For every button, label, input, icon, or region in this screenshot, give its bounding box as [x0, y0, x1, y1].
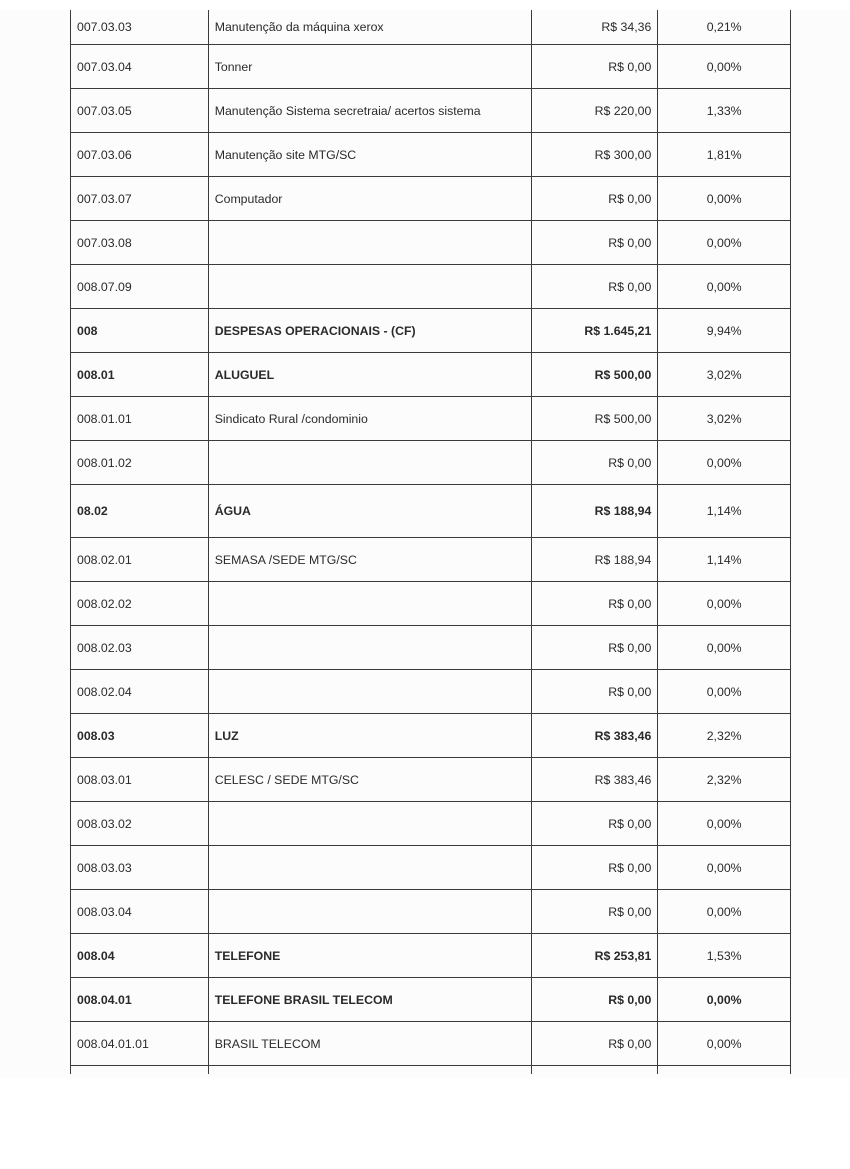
account-percent: 0,00% [658, 221, 791, 265]
account-value: R$ 220,00 [531, 89, 658, 133]
account-percent: 2,32% [658, 758, 791, 802]
account-percent: 2,32% [658, 714, 791, 758]
account-description: Sindicato Rural /condominio [208, 397, 531, 441]
account-percent: 1,81% [658, 133, 791, 177]
account-code: 008.03.03 [71, 846, 209, 890]
account-code: 008.01.01 [71, 397, 209, 441]
account-description: Manutenção site MTG/SC [208, 133, 531, 177]
table-row [71, 441, 791, 485]
table-row-group-header [71, 978, 791, 1022]
account-description: DESPESAS OPERACIONAIS - (CF) [208, 309, 531, 353]
account-percent: 0,00% [658, 802, 791, 846]
empty-cell [658, 1066, 791, 1075]
account-value: R$ 0,00 [531, 221, 658, 265]
account-description: Manutenção Sistema secretraia/ acertos sistema [208, 89, 531, 133]
account-description: Manutenção da máquina xerox [208, 10, 531, 45]
account-description: TELEFONE BRASIL TELECOM [208, 978, 531, 1022]
table-row [71, 10, 791, 45]
account-description [208, 626, 531, 670]
account-percent: 0,00% [658, 265, 791, 309]
account-code: 008.02.02 [71, 582, 209, 626]
account-value: R$ 383,46 [531, 758, 658, 802]
account-percent: 0,00% [658, 846, 791, 890]
account-value: R$ 0,00 [531, 978, 658, 1022]
empty-cell [208, 1066, 531, 1075]
account-description: SEMASA /SEDE MTG/SC [208, 538, 531, 582]
account-percent: 0,00% [658, 626, 791, 670]
expense-table [70, 10, 791, 1074]
account-percent: 0,21% [658, 10, 791, 45]
account-code: 008.02.01 [71, 538, 209, 582]
account-percent: 3,02% [658, 353, 791, 397]
account-code: 008.04 [71, 934, 209, 978]
account-code: 007.03.03 [71, 10, 209, 45]
account-percent: 0,00% [658, 441, 791, 485]
account-percent: 0,00% [658, 978, 791, 1022]
account-code: 008 [71, 309, 209, 353]
account-description [208, 802, 531, 846]
account-code: 008.03.01 [71, 758, 209, 802]
account-code: 008.01.02 [71, 441, 209, 485]
account-description: Tonner [208, 45, 531, 89]
table-row [71, 265, 791, 309]
table-row-cutoff [71, 1066, 791, 1075]
account-value: R$ 0,00 [531, 846, 658, 890]
account-code: 008.03.04 [71, 890, 209, 934]
account-description: ALUGUEL [208, 353, 531, 397]
account-percent: 1,14% [658, 485, 791, 538]
account-code: 008.07.09 [71, 265, 209, 309]
account-code: 008.02.03 [71, 626, 209, 670]
account-value: R$ 0,00 [531, 441, 658, 485]
account-value: R$ 0,00 [531, 265, 658, 309]
account-description: TELEFONE [208, 934, 531, 978]
account-percent: 3,02% [658, 397, 791, 441]
account-percent: 0,00% [658, 45, 791, 89]
table-row [71, 1022, 791, 1066]
table-row [71, 221, 791, 265]
account-code: 008.04.01.01 [71, 1022, 209, 1066]
table-row [71, 626, 791, 670]
account-percent: 1,53% [658, 934, 791, 978]
account-description [208, 441, 531, 485]
empty-cell [71, 1066, 209, 1075]
account-description: CELESC / SEDE MTG/SC [208, 758, 531, 802]
account-code: 007.03.05 [71, 89, 209, 133]
account-code: 008.04.01 [71, 978, 209, 1022]
table-row [71, 670, 791, 714]
account-code: 007.03.07 [71, 177, 209, 221]
account-percent: 0,00% [658, 177, 791, 221]
account-code: 008.01 [71, 353, 209, 397]
account-description: BRASIL TELECOM [208, 1022, 531, 1066]
account-description [208, 221, 531, 265]
account-value: R$ 253,81 [531, 934, 658, 978]
table-row-group-header [71, 353, 791, 397]
empty-cell [531, 1066, 658, 1075]
account-value: R$ 500,00 [531, 353, 658, 397]
account-value: R$ 0,00 [531, 45, 658, 89]
table-row [71, 89, 791, 133]
account-value: R$ 0,00 [531, 670, 658, 714]
account-value: R$ 0,00 [531, 626, 658, 670]
account-percent: 0,00% [658, 670, 791, 714]
account-value: R$ 0,00 [531, 802, 658, 846]
account-value: R$ 1.645,21 [531, 309, 658, 353]
table-row-group-header [71, 714, 791, 758]
account-description: LUZ [208, 714, 531, 758]
account-value: R$ 0,00 [531, 890, 658, 934]
account-description [208, 846, 531, 890]
account-code: 08.02 [71, 485, 209, 538]
table-row [71, 45, 791, 89]
account-value: R$ 188,94 [531, 538, 658, 582]
account-code: 007.03.06 [71, 133, 209, 177]
account-description: ÁGUA [208, 485, 531, 538]
account-percent: 1,14% [658, 538, 791, 582]
table-row-group-header [71, 934, 791, 978]
account-code: 008.02.04 [71, 670, 209, 714]
table-row-group-header [71, 309, 791, 353]
account-value: R$ 188,94 [531, 485, 658, 538]
account-description [208, 670, 531, 714]
account-value: R$ 0,00 [531, 177, 658, 221]
account-value: R$ 34,36 [531, 10, 658, 45]
table-row [71, 846, 791, 890]
account-percent: 1,33% [658, 89, 791, 133]
account-description: Computador [208, 177, 531, 221]
table-row [71, 890, 791, 934]
account-percent: 0,00% [658, 890, 791, 934]
account-code: 008.03.02 [71, 802, 209, 846]
account-value: R$ 0,00 [531, 1022, 658, 1066]
account-code: 007.03.04 [71, 45, 209, 89]
table-row [71, 133, 791, 177]
account-percent: 0,00% [658, 582, 791, 626]
table-row [71, 802, 791, 846]
account-value: R$ 500,00 [531, 397, 658, 441]
account-description [208, 582, 531, 626]
table-row [71, 397, 791, 441]
account-code: 008.03 [71, 714, 209, 758]
account-description [208, 265, 531, 309]
expense-table-body [71, 10, 791, 1074]
account-code: 007.03.08 [71, 221, 209, 265]
table-row [71, 758, 791, 802]
table-row [71, 538, 791, 582]
table-row-group-header [71, 485, 791, 538]
account-percent: 9,94% [658, 309, 791, 353]
account-percent: 0,00% [658, 1022, 791, 1066]
account-value: R$ 0,00 [531, 582, 658, 626]
account-description [208, 890, 531, 934]
account-value: R$ 300,00 [531, 133, 658, 177]
table-row [71, 582, 791, 626]
table-row [71, 177, 791, 221]
account-value: R$ 383,46 [531, 714, 658, 758]
